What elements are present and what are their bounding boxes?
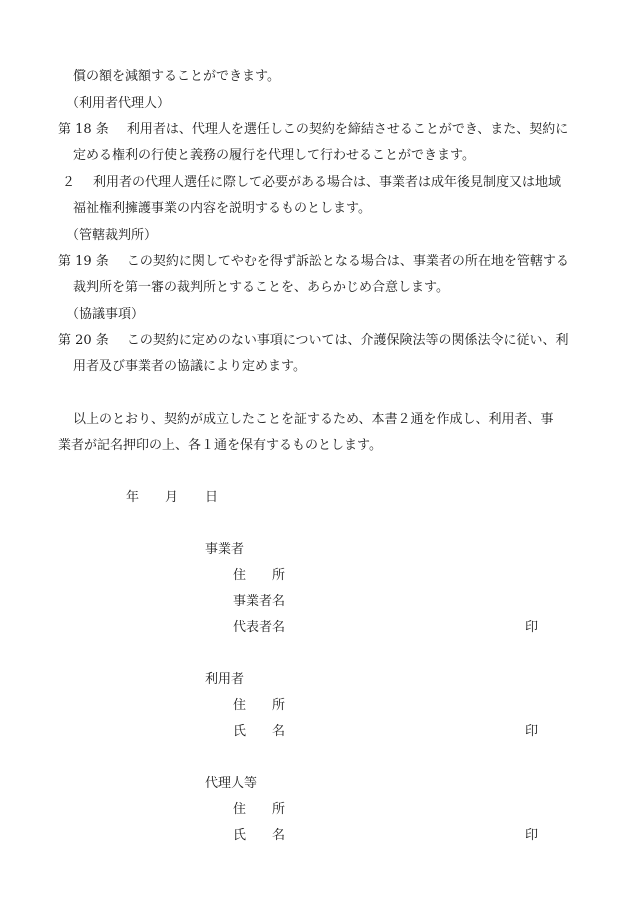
operator-company-name-label: 事業者名 <box>233 594 286 609</box>
date-year: 年 <box>126 490 140 505</box>
user-name-label-2: 名 <box>272 724 286 739</box>
date-month: 月 <box>165 490 179 505</box>
date-day: 日 <box>205 490 219 505</box>
user-seal-mark: 印 <box>525 724 539 739</box>
article-20-text: この契約に定めのない事項については、介護保険法等の関係法令に従い、利 <box>126 333 569 348</box>
article-18-paragraph-1-text: 利用者は、代理人を選任しこの契約を締結させることができ、また、契約に <box>126 122 569 137</box>
user-address-label-2: 所 <box>272 698 286 713</box>
operator-address-label-1: 住 <box>233 568 247 583</box>
article-18-caption: （利用者代理人） <box>66 96 171 111</box>
article-19-line-1 <box>58 253 569 271</box>
agent-name-label-1: 氏 <box>233 828 247 843</box>
operator-heading: 事業者 <box>205 542 245 557</box>
user-address-label-1: 住 <box>233 698 247 713</box>
article-18-paragraph-2-mark: ２ <box>62 175 76 190</box>
agent-address-label-1: 住 <box>233 802 247 817</box>
user-heading: 利用者 <box>205 672 245 687</box>
article-20-number: 第 20 条 <box>58 333 109 348</box>
agent-heading: 代理人等 <box>205 776 258 791</box>
closing-line-1: 以上のとおり、契約が成立したことを証するため、本書２通を作成し、利用者、事 <box>73 412 554 427</box>
article-17-tail: 償の額を減額することができます。 <box>73 69 280 84</box>
article-18-line-4: 福祉権利擁護事業の内容を説明するものとします。 <box>73 201 371 216</box>
user-name-label-1: 氏 <box>233 724 247 739</box>
operator-representative-label: 代表者名 <box>233 620 286 635</box>
article-18-line-3 <box>62 174 561 192</box>
article-19-text: この契約に関してやむを得ず訴訟となる場合は、事業者の所在地を管轄する <box>126 254 569 269</box>
operator-address-label-2: 所 <box>272 568 286 583</box>
closing-line-2: 業者が記名押印の上、各１通を保有するものとします。 <box>58 438 382 453</box>
article-20-caption: （協議事項） <box>66 307 145 322</box>
article-19-caption: （管轄裁判所） <box>66 228 158 243</box>
article-18-paragraph-2-text: 利用者の代理人選任に際して必要がある場合は、事業者は成年後見制度又は地域 <box>93 175 562 190</box>
article-18-number: 第 18 条 <box>58 122 109 137</box>
agent-address-label-2: 所 <box>272 802 286 817</box>
agent-name-label-2: 名 <box>272 828 286 843</box>
article-20-line-2: 用者及び事業者の協議により定めます。 <box>73 359 306 374</box>
operator-seal-mark: 印 <box>525 620 539 635</box>
article-19-number: 第 19 条 <box>58 254 109 269</box>
article-18-line-1 <box>58 121 568 139</box>
agent-seal-mark: 印 <box>525 828 539 843</box>
article-19-line-2: 裁判所を第一審の裁判所とすることを、あらかじめ合意します。 <box>73 280 449 295</box>
article-20-line-1 <box>58 332 569 350</box>
article-18-line-2: 定める権利の行使と義務の履行を代理して行わせることができます。 <box>73 148 475 163</box>
